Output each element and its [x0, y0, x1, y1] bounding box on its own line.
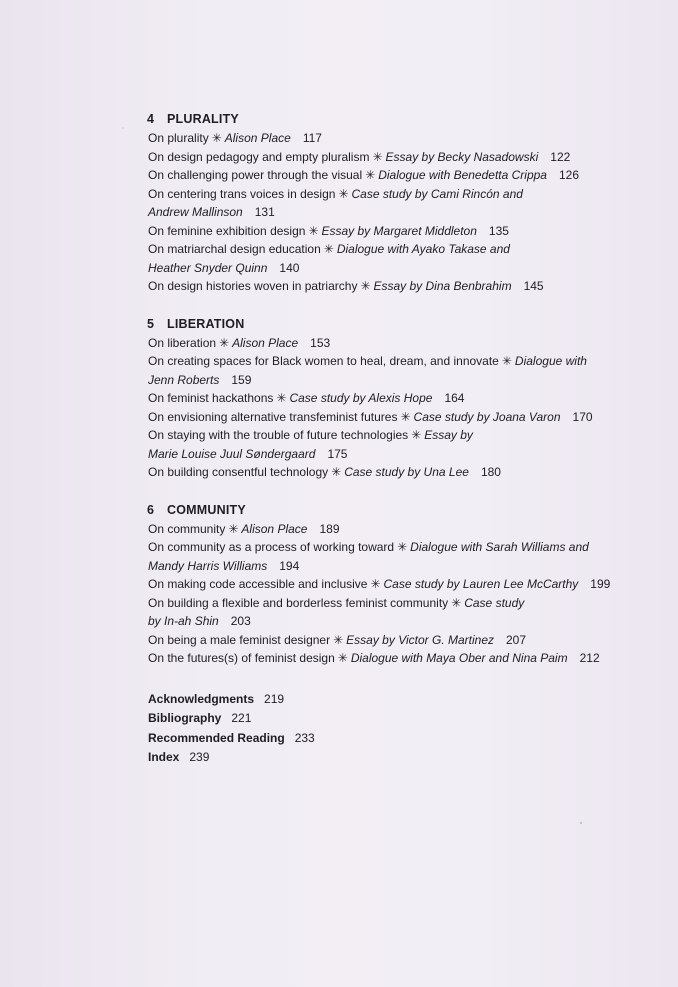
- entry-page-number: 212: [579, 651, 600, 665]
- toc-entry: [148, 277, 628, 296]
- toc-entry: [148, 408, 628, 427]
- toc-entry: [148, 463, 628, 482]
- separator-asterisk: ✳: [365, 168, 376, 182]
- section-title: COMMUNITY: [167, 502, 246, 517]
- entry-page-number: 180: [480, 465, 501, 479]
- entry-byline: Dialogue with: [514, 354, 587, 368]
- entry-byline: Dialogue with Maya Ober and Nina Paim: [350, 651, 568, 665]
- toc-entry: [148, 334, 628, 353]
- toc-entry: [148, 240, 628, 277]
- separator-asterisk: ✳: [219, 335, 230, 350]
- entry-page-number: 175: [327, 446, 348, 461]
- entry-byline: Essay by Becky Nasadowski: [385, 149, 539, 164]
- separator-asterisk: ✳: [333, 632, 344, 647]
- toc-entry: [148, 575, 628, 594]
- separator-asterisk: ✳: [372, 149, 383, 164]
- entry-page-number: 199: [590, 577, 611, 591]
- separator-asterisk: ✳: [397, 540, 408, 554]
- backmatter-label: Recommended Reading: [148, 730, 285, 745]
- entry-page-number: 117: [302, 131, 322, 145]
- entry-title: On creating spaces for Black women to heal, dream, and innovate: [148, 354, 499, 368]
- separator-asterisk: ✳: [338, 186, 349, 201]
- toc-entry: [148, 185, 628, 222]
- entry-byline-continued: Heather Snyder Quinn: [148, 260, 268, 275]
- section-heading: [147, 315, 628, 334]
- entry-byline: Case study by Joana Varon: [413, 409, 561, 424]
- entry-byline: Essay by Margaret Middleton: [321, 223, 477, 238]
- backmatter-page-number: 221: [231, 711, 252, 725]
- entry-page-number: 135: [488, 223, 509, 238]
- backmatter-page-number: 219: [264, 691, 285, 706]
- entry-page-number: 126: [558, 168, 580, 182]
- backmatter-item: [148, 709, 628, 729]
- entry-page-number: 145: [523, 279, 544, 293]
- toc-sections: [148, 110, 628, 668]
- toc-entry: [148, 129, 628, 148]
- entry-byline-continued: Marie Louise Juul Søndergaard: [148, 446, 316, 461]
- entry-title: On envisioning alternative transfeminist futures: [148, 409, 398, 424]
- separator-asterisk: ✳: [323, 242, 334, 256]
- separator-asterisk: ✳: [308, 223, 319, 238]
- entry-title: On matriarchal design education: [148, 242, 321, 256]
- toc-entry: [148, 166, 628, 185]
- entry-byline: Case study by Lauren Lee McCarthy: [383, 577, 579, 591]
- entry-title: On feminist hackathons: [148, 391, 274, 405]
- backmatter-label: Acknowledgments: [148, 691, 255, 706]
- entry-title: On liberation: [148, 335, 217, 350]
- section-heading: [147, 110, 628, 129]
- backmatter-page-number: 233: [294, 730, 315, 745]
- entry-byline-continued: Andrew Mallinson: [148, 205, 243, 219]
- toc-entry: [148, 538, 628, 575]
- toc-entry: [148, 594, 628, 631]
- entry-page-number: 164: [444, 391, 465, 405]
- backmatter-item: [148, 748, 628, 768]
- entry-byline: Case study by Cami Rincón and: [351, 186, 523, 201]
- toc-entry: [148, 520, 628, 539]
- entry-title: On challenging power through the visual: [148, 168, 363, 182]
- entry-byline: Case study by Una Lee: [344, 465, 469, 479]
- entry-page-number: 159: [231, 372, 252, 387]
- toc-section-community: [148, 501, 628, 668]
- entry-byline: Essay by Dina Benbrahim: [373, 279, 512, 293]
- entry-page-number: 122: [550, 149, 571, 164]
- entry-page-number: 153: [310, 335, 331, 350]
- entry-byline: Alison Place: [224, 131, 291, 145]
- entry-title: On the futures(s) of feminist design: [148, 651, 335, 665]
- separator-asterisk: ✳: [411, 428, 422, 442]
- entry-byline-continued: Mandy Harris Williams: [148, 558, 268, 573]
- entry-title: On being a male feminist designer: [148, 632, 331, 647]
- toc-entry: [148, 222, 628, 241]
- section-heading: [147, 501, 628, 520]
- separator-asterisk: ✳: [337, 651, 348, 665]
- separator-asterisk: ✳: [501, 354, 512, 368]
- separator-asterisk: ✳: [451, 595, 462, 610]
- entry-page-number: 189: [319, 521, 340, 536]
- entry-page-number: 194: [279, 558, 300, 573]
- backmatter-label: Bibliography: [148, 711, 222, 725]
- toc-backmatter: [148, 690, 628, 768]
- entry-page-number: 140: [279, 260, 300, 275]
- separator-asterisk: ✳: [370, 577, 381, 591]
- entry-byline: Dialogue with Benedetta Crippa: [378, 168, 547, 182]
- toc-entry: [148, 426, 628, 463]
- table-of-contents: [148, 110, 628, 768]
- entry-title: On making code accessible and inclusive: [148, 577, 368, 591]
- entry-byline: Alison Place: [232, 335, 299, 350]
- entry-title: On building consentful technology: [148, 465, 329, 479]
- backmatter-item: [148, 690, 628, 710]
- toc-entry: [148, 352, 628, 389]
- section-title: PLURALITY: [167, 112, 239, 126]
- entry-byline: Case study by Alexis Hope: [289, 391, 433, 405]
- separator-asterisk: ✳: [331, 465, 342, 479]
- separator-asterisk: ✳: [228, 521, 239, 536]
- paper-speck: [580, 822, 582, 824]
- entry-title: On plurality: [148, 131, 209, 145]
- entry-title: On design pedagogy and empty pluralism: [148, 149, 370, 164]
- entry-byline: Essay by Victor G. Martinez: [346, 632, 494, 647]
- entry-title: On feminine exhibition design: [148, 223, 306, 238]
- paper-speck: [122, 127, 124, 129]
- separator-asterisk: ✳: [360, 279, 371, 293]
- section-number: 4: [147, 112, 155, 126]
- entry-title: On building a flexible and borderless feminist community: [148, 595, 449, 610]
- section-number: 6: [147, 502, 155, 517]
- separator-asterisk: ✳: [276, 391, 287, 405]
- toc-entry: [148, 631, 628, 650]
- toc-section-plurality: [148, 110, 628, 296]
- entry-title: On staying with the trouble of future technologies: [148, 428, 409, 442]
- entry-byline: Dialogue with Sarah Williams and: [410, 540, 589, 554]
- toc-entry: [148, 148, 628, 167]
- entry-title: On centering trans voices in design: [148, 186, 336, 201]
- section-number: 5: [147, 316, 155, 331]
- entry-byline: Alison Place: [241, 521, 308, 536]
- entry-title: On design histories woven in patriarchy: [148, 279, 358, 293]
- entry-byline-continued: by In-ah Shin: [148, 614, 219, 628]
- entry-title: On community: [148, 521, 226, 536]
- separator-asterisk: ✳: [211, 131, 222, 145]
- entry-byline: Dialogue with Ayako Takase and: [336, 242, 510, 256]
- entry-page-number: 207: [506, 632, 527, 647]
- backmatter-item: [148, 729, 628, 749]
- entry-byline: Essay by: [424, 428, 473, 442]
- entry-page-number: 170: [572, 409, 593, 424]
- toc-entry: [148, 389, 628, 408]
- toc-section-liberation: [148, 315, 628, 482]
- section-title: LIBERATION: [167, 316, 245, 331]
- entry-byline: Case study: [464, 595, 525, 610]
- entry-byline-continued: Jenn Roberts: [148, 372, 220, 387]
- separator-asterisk: ✳: [400, 409, 411, 424]
- toc-entry: [148, 649, 628, 668]
- entry-page-number: 131: [254, 205, 275, 219]
- backmatter-label: Index: [148, 750, 180, 764]
- entry-page-number: 203: [230, 614, 251, 628]
- backmatter-page-number: 239: [189, 750, 210, 764]
- entry-title: On community as a process of working toward: [148, 540, 395, 554]
